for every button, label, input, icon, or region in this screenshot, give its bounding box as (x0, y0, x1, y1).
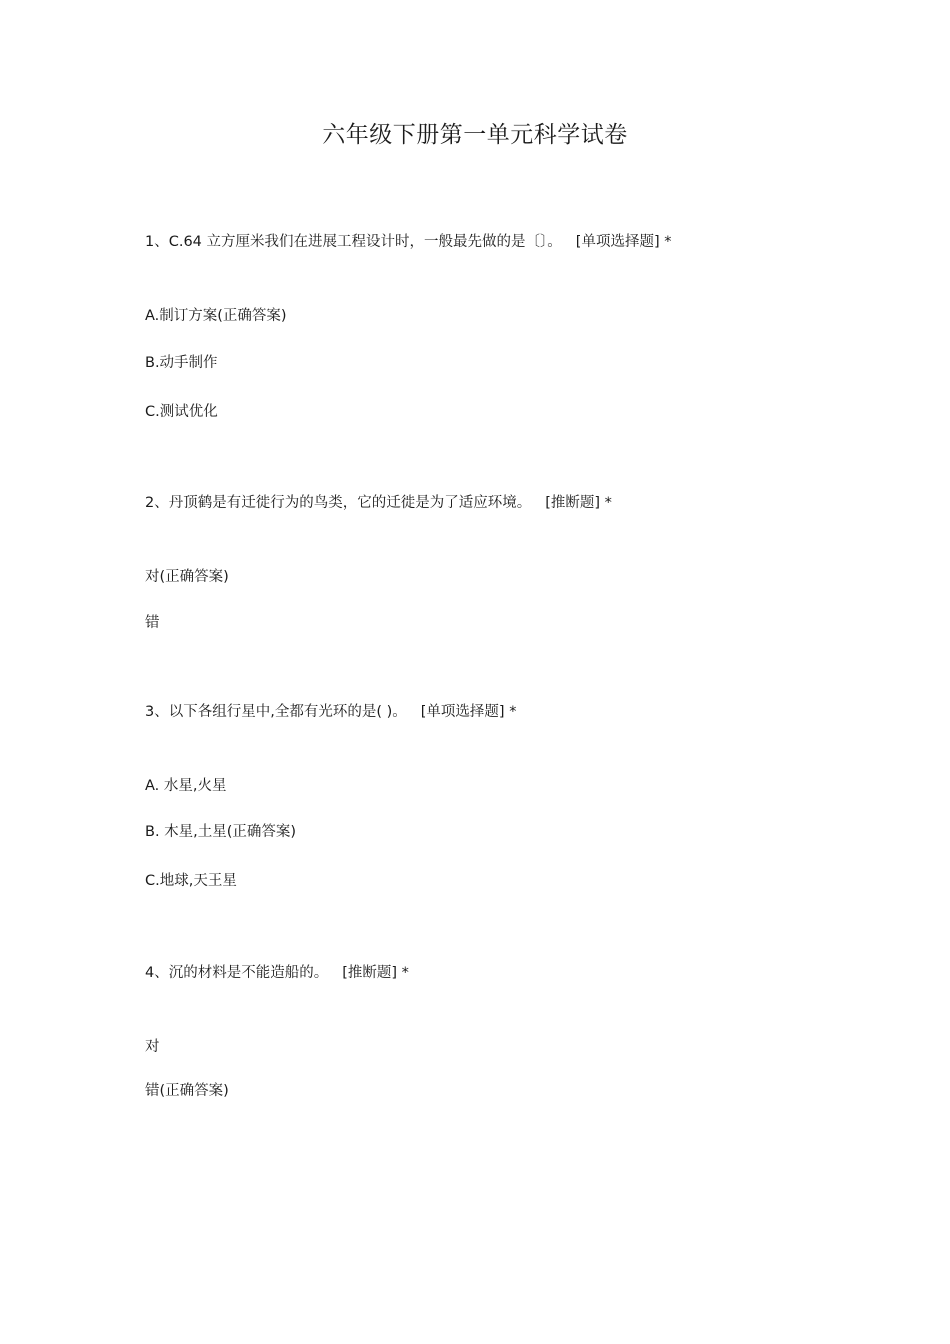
question-3-type: [单项选择题] * (420, 704, 517, 720)
question-1-option-b: B.动手制作 (145, 355, 218, 371)
question-4-type: [推断题] * (342, 965, 409, 981)
question-3-option-c: C.地球,天王星 (145, 873, 237, 889)
question-1-prompt (145, 231, 671, 253)
question-3-option-a: A. 水星,火星 (145, 778, 227, 794)
question-4-text: 4、沉的材料是不能造船的。 (145, 965, 329, 981)
page-title: 六年级下册第一单元科学试卷 (322, 122, 628, 148)
question-4-prompt (145, 962, 409, 984)
question-4-option-true: 对 (145, 1039, 160, 1055)
question-2-prompt (145, 492, 612, 514)
question-2-text: 2、丹顶鹤是有迁徙行为的鸟类，它的迁徙是为了适应环境。 (145, 495, 532, 511)
question-3-option-b: B. 木星,土星(正确答案) (145, 824, 297, 840)
question-1-option-c: C.测试优化 (145, 404, 218, 420)
question-2-option-false: 错 (145, 615, 160, 631)
question-2-option-true: 对(正确答案) (145, 569, 229, 585)
question-1-type: [单项选择题] * (575, 234, 672, 250)
question-4-option-false: 错(正确答案) (145, 1083, 229, 1099)
question-1-option-a: A.制订方案(正确答案) (145, 308, 287, 324)
question-3-prompt (145, 701, 516, 723)
question-1-text: 1、C.64 立方厘米我们在进展工程设计时，一般最先做的是〔〕。 (145, 234, 562, 250)
question-2-type: [推断题] * (545, 495, 612, 511)
question-3-text: 3、以下各组行星中,全都有光环的是( )。 (145, 704, 407, 720)
